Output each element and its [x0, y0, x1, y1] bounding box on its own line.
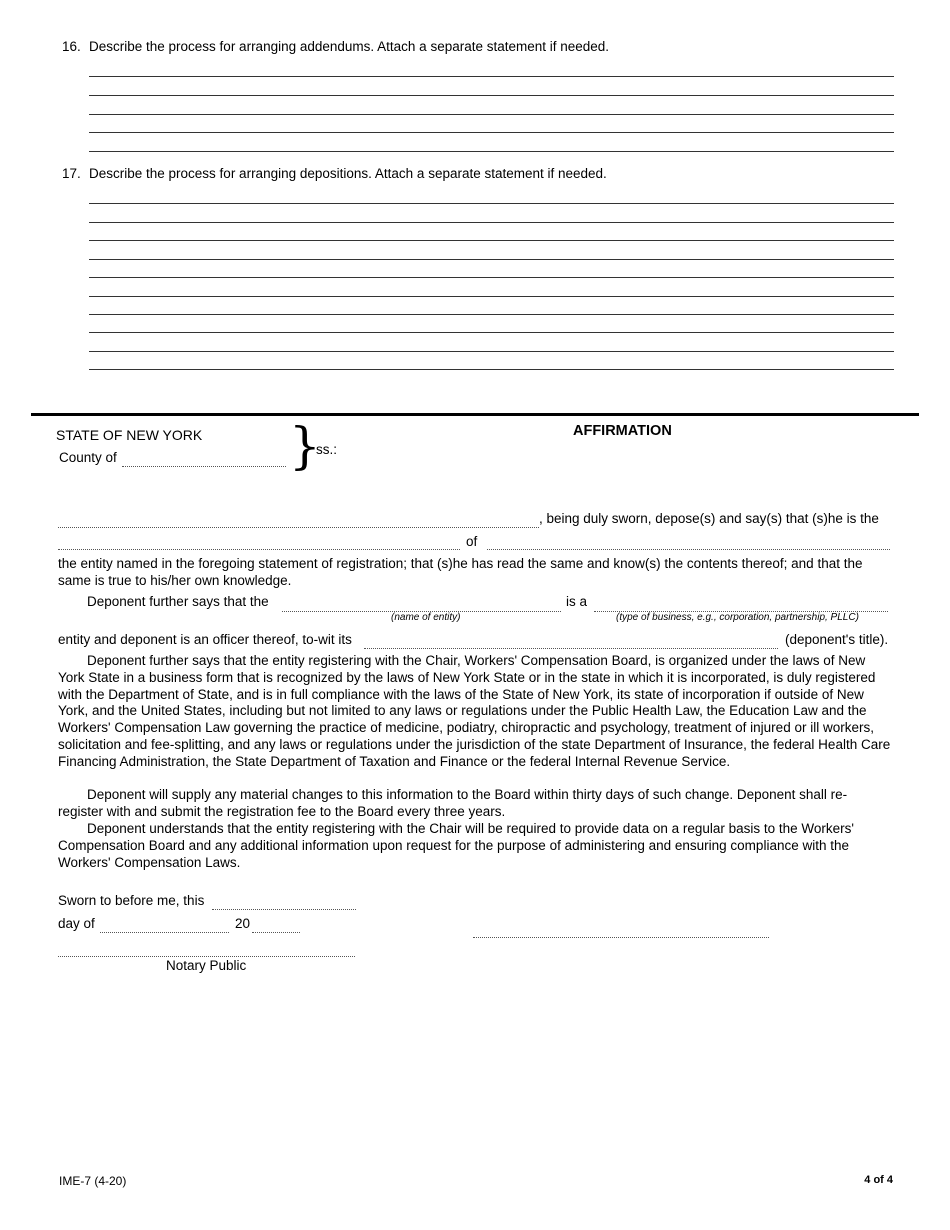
paragraph-material-changes: Deponent will supply any material changes to this information to the Board within thirty days of such change. Deponent shall re-register with and submit the registration fee to the Board every three years. [58, 787, 848, 819]
question-16 [62, 39, 609, 54]
entity-field[interactable] [487, 549, 890, 550]
paragraph-organization: Deponent further says that the entity registering with the Chair, Workers' Compensation Board, is organized under the laws of New York State in a business form that is recognized by the laws of New York State or in the state in which it is incorporated, is duly registered with the Department of State, and is in full compliance with the laws of the State of New York, its state of incorporation if outside of New York, and the United States, including but not limited to any laws or regulations under the Public Health Law, the Education Law and the Workers' Compensation Law governing the practice of medicine, podiatry, chiropractic and psychology, treatment of injured or ill workers, solicitation and fee-splitting, and any laws or regulations under the jurisdiction of the state Department of Insurance, the federal Health Care Financing Administration, the State Department of Taxation and Finance or the federal Internal Revenue Service. [58, 653, 891, 769]
county-field[interactable] [122, 466, 286, 467]
of-label: of [466, 534, 478, 549]
county-label: County of [59, 450, 117, 465]
affirmation-title: AFFIRMATION [573, 423, 672, 439]
answer-line[interactable] [89, 132, 894, 133]
answer-line[interactable] [89, 259, 894, 260]
year-field[interactable] [252, 932, 300, 933]
deponent-title-field[interactable] [364, 648, 778, 649]
page-number: 4 of 4 [864, 1174, 893, 1186]
brace-symbol: } [289, 417, 321, 475]
answer-line[interactable] [89, 277, 894, 278]
deponent-further-label: Deponent further says that the [87, 594, 269, 609]
section-divider [31, 413, 919, 416]
sworn-day-field[interactable] [212, 909, 356, 910]
notary-signature-field[interactable] [58, 956, 355, 957]
paragraph-data-reporting: Deponent understands that the entity registering with the Chair will be required to provide data on a regular basis to the Workers' Compensation Board and any additional information upon request for the purpose of administering and ensuring compliance with the Workers' Compensation Laws. [58, 821, 855, 870]
answer-line[interactable] [89, 151, 894, 152]
deponent-title-hint: (deponent's title). [785, 632, 889, 647]
officer-text: entity and deponent is an officer thereof, to-wit its [58, 632, 352, 647]
answer-line[interactable] [89, 240, 894, 241]
answer-line[interactable] [89, 222, 894, 223]
ss-label: ss.: [316, 442, 338, 457]
entity-statement: the entity named in the foregoing statement of registration; that (s)he has read the same and know(s) the contents thereof; and that the same is true to his/her own knowledge. [58, 556, 863, 588]
month-field[interactable] [100, 932, 229, 933]
answer-line[interactable] [89, 76, 894, 77]
answer-line[interactable] [89, 203, 894, 204]
type-of-business-hint: (type of business, e.g., corporation, partnership, PLLC) [616, 612, 859, 623]
question-number: 17. [62, 166, 81, 181]
deponent-position-field[interactable] [58, 549, 460, 550]
sworn-text: , being duly sworn, depose(s) and say(s) that (s)he is the [539, 511, 879, 526]
answer-line[interactable] [89, 351, 894, 352]
question-text: Describe the process for arranging depositions. Attach a separate statement if needed. [89, 166, 607, 181]
answer-line[interactable] [89, 95, 894, 96]
deponent-name-field[interactable] [58, 527, 539, 528]
question-number: 16. [62, 39, 81, 54]
answer-line[interactable] [89, 314, 894, 315]
day-of-label: day of [58, 916, 95, 931]
notary-public-label: Notary Public [166, 958, 247, 973]
is-a-label: is a [566, 594, 588, 609]
state-label: STATE OF NEW YORK [56, 427, 203, 443]
question-text: Describe the process for arranging addendums. Attach a separate statement if needed. [89, 39, 610, 54]
name-of-entity-hint: (name of entity) [391, 612, 461, 623]
answer-line[interactable] [89, 369, 894, 370]
answer-line[interactable] [89, 296, 894, 297]
answer-line[interactable] [89, 114, 894, 115]
form-id: IME-7 (4-20) [59, 1174, 127, 1188]
sworn-label: Sworn to before me, this [58, 893, 205, 908]
answer-line[interactable] [89, 332, 894, 333]
question-17 [62, 166, 607, 181]
deponent-signature-field[interactable] [473, 937, 769, 938]
year-prefix: 20 [235, 916, 251, 931]
